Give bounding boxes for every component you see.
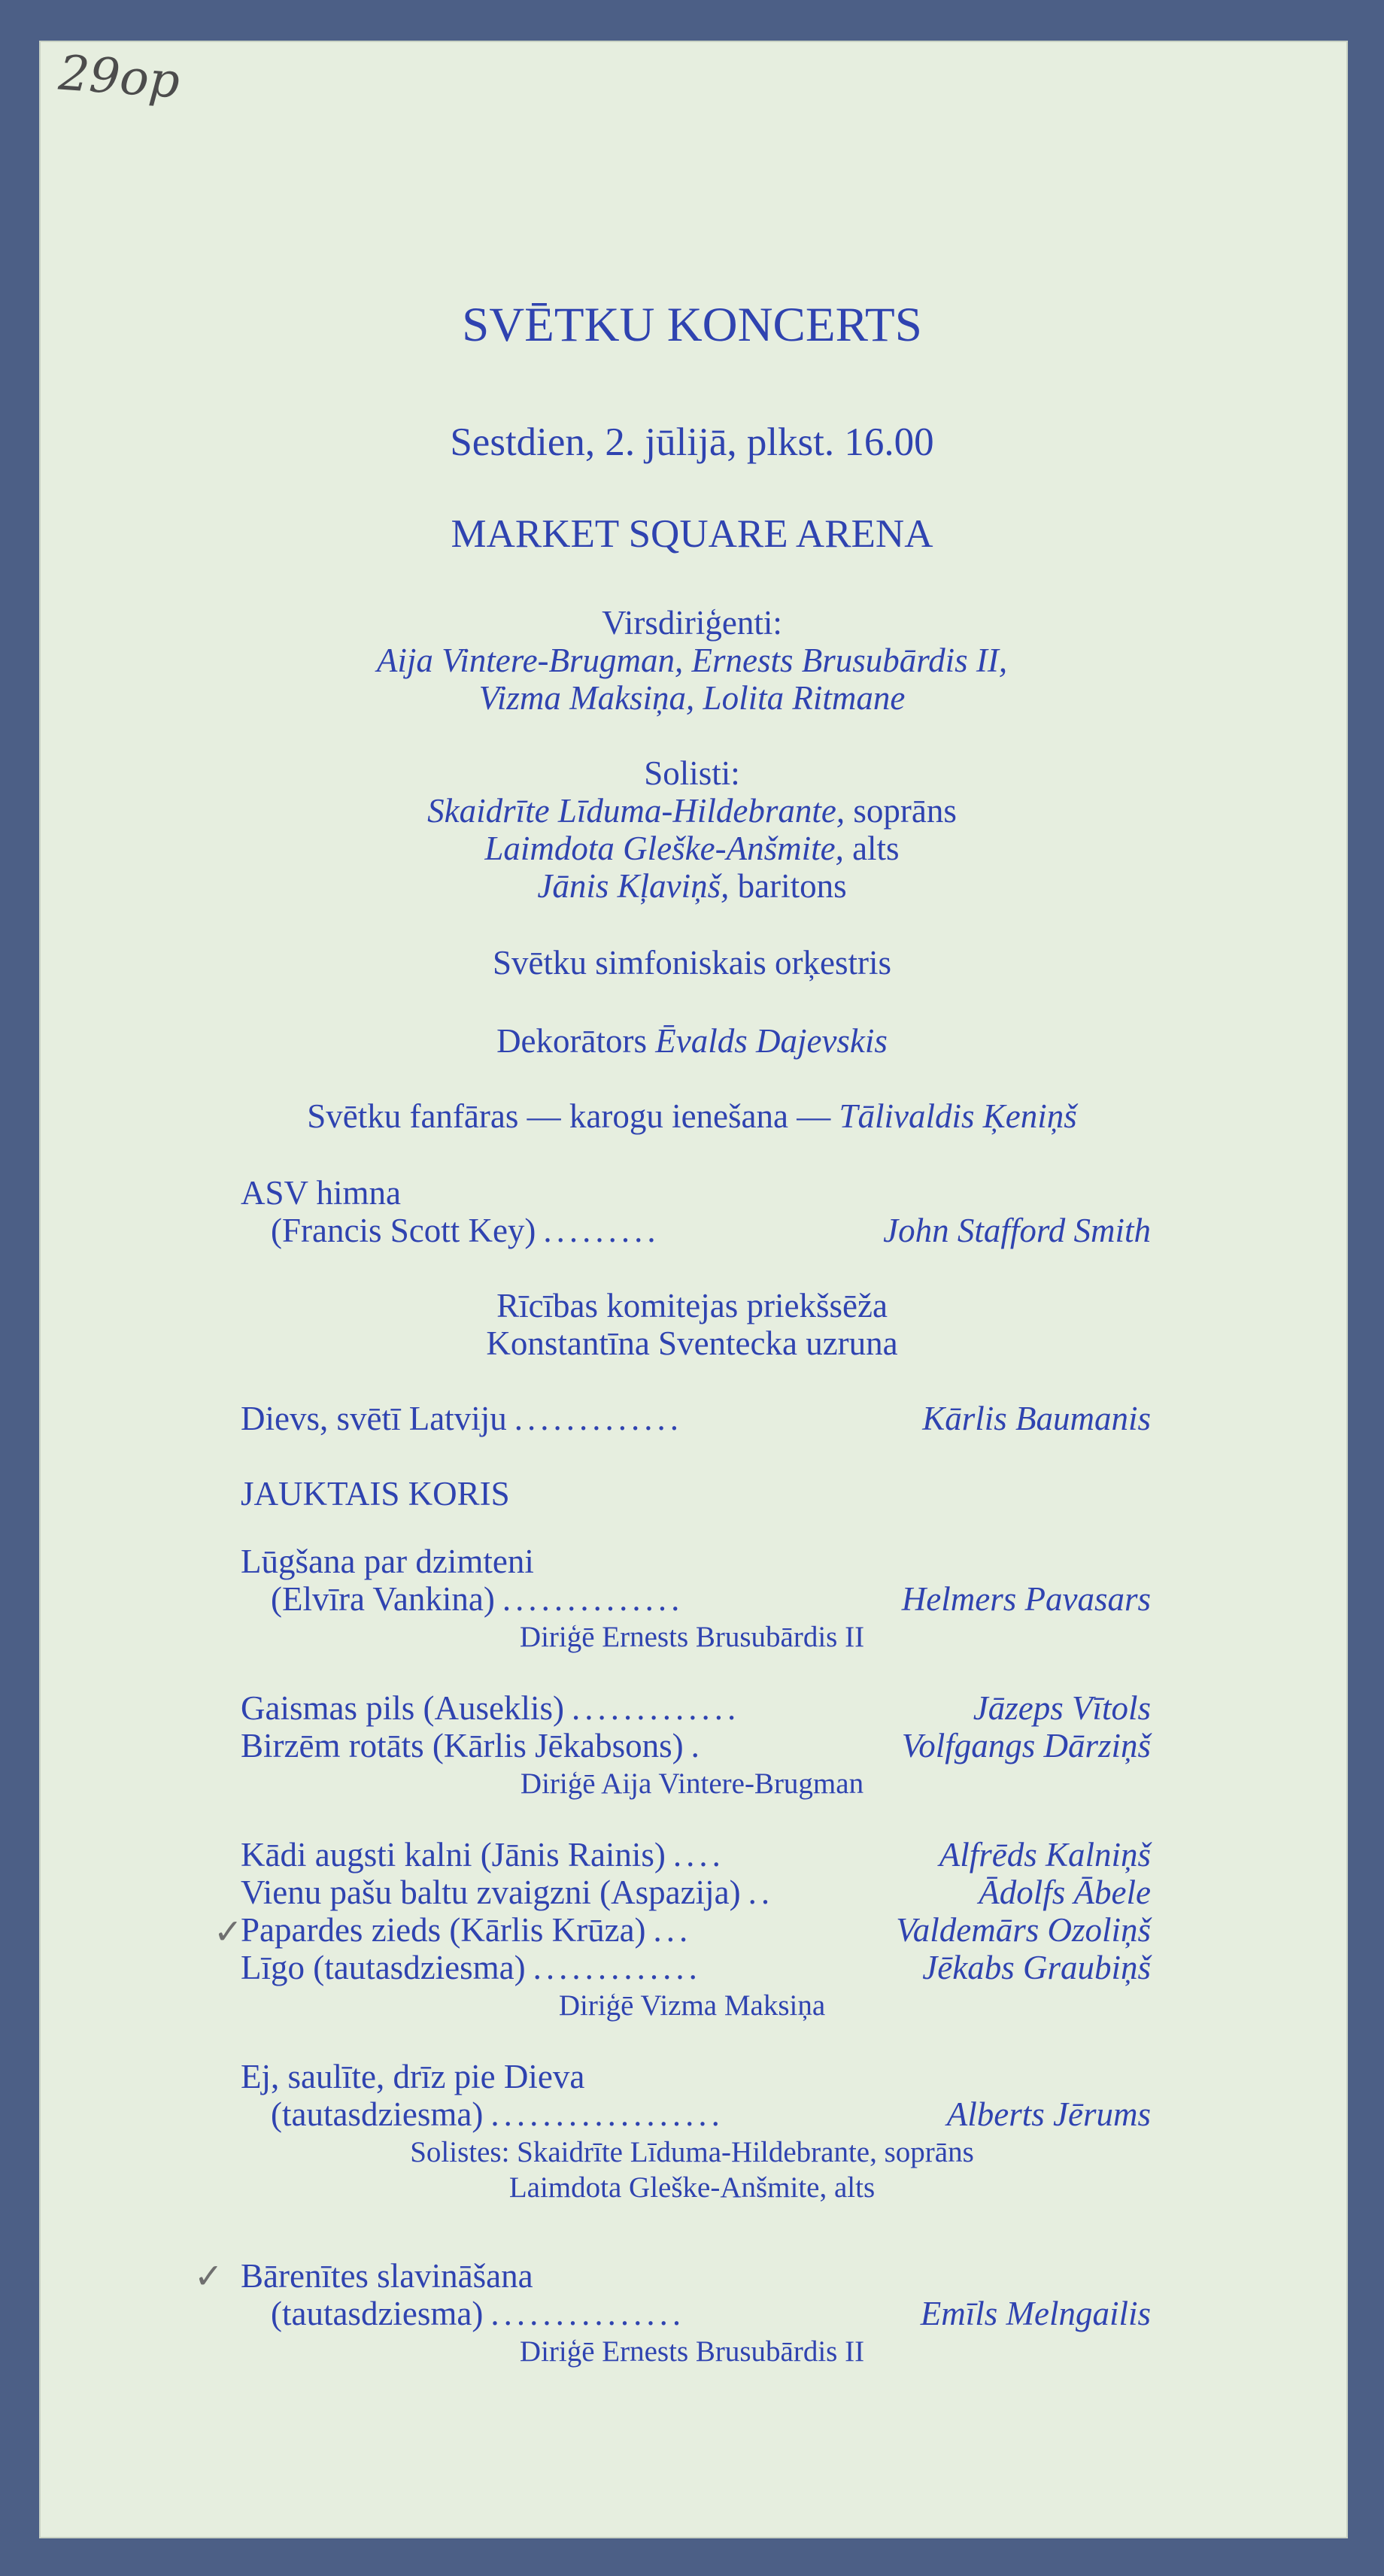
leader-dots: ......... (543, 1214, 660, 1248)
piece-1-entry (271, 1582, 1151, 1616)
piece-3-conductor: Diriģē Aija Vintere-Brugman (520, 1767, 864, 1800)
leader-dots: ............. (514, 1402, 683, 1436)
piece-1-title: Lūgšana par dzimteni (241, 1543, 534, 1580)
conductors-line-1: Aija Vintere-Brugman, Ernests Brusubārdis II, (376, 642, 1008, 679)
anthem-title: ASV himna (241, 1174, 401, 1212)
leader-dots: .................. (490, 2098, 724, 2131)
leader-dots: .............. (502, 1582, 684, 1616)
leader-dots: .... (672, 1838, 725, 1872)
fanfare-text: Svētku fanfāras — karogu ienešana — (307, 1097, 831, 1135)
orchestra: Svētku simfoniskais orķestris (493, 944, 891, 982)
leader-dots: ... (653, 1913, 693, 1947)
check-mark-icon: ✓ (194, 2256, 223, 2296)
national-anthem-title: Dievs, svētī Latviju (241, 1400, 507, 1437)
piece-3-title: Birzēm rotāts (Kārlis Jēkabsons) (241, 1727, 684, 1764)
piece-4-entry (241, 1838, 1151, 1872)
leader-dots: ............. (533, 1951, 702, 1985)
fanfare (0, 1097, 1384, 1135)
piece-3-composer: Volfgangs Dārziņš (901, 1727, 1151, 1764)
piece-7-title: Līgo (tautasdziesma) (241, 1949, 526, 1986)
soloist-1 (0, 794, 1384, 828)
piece-8-soloists-2: Laimdota Gleške-Anšmite, alts (508, 2171, 876, 2204)
anthem-lyricist: (Francis Scott Key) (271, 1212, 536, 1249)
soloist-2-voice: alts (852, 830, 900, 867)
piece-6-composer: Valdemārs Ozoliņš (896, 1911, 1151, 1949)
check-mark-icon: ✓ (214, 1911, 243, 1952)
soloist-1-name: Skaidrīte Līduma-Hildebrante, (427, 792, 845, 830)
piece-3-entry (241, 1729, 1151, 1763)
soloist-1-voice: soprāns (853, 792, 957, 830)
soloist-2-name: Laimdota Gleške-Anšmite, (484, 830, 844, 867)
decorator-label: Dekorātors (496, 1022, 647, 1060)
piece-8-entry (271, 2095, 1151, 2133)
anthem-entry (271, 1214, 1151, 1248)
piece-8-composer: Alberts Jērums (946, 2095, 1151, 2133)
piece-9-composer: Emīls Melngailis (920, 2295, 1151, 2332)
leader-dots: ............... (490, 2297, 686, 2331)
piece-9-title: Bārenītes slavināšana (241, 2257, 533, 2295)
piece-6-title: Papardes zieds (Kārlis Krūza) (241, 1911, 646, 1949)
piece-2-composer: Jāzeps Vītols (973, 1689, 1151, 1727)
piece-9-entry (271, 2297, 1151, 2331)
choir-heading: JAUKTAIS KORIS (241, 1475, 510, 1513)
concert-venue: MARKET SQUARE ARENA (451, 512, 933, 556)
anthem-composer: John Stafford Smith (883, 1212, 1151, 1249)
piece-5-entry (241, 1876, 1151, 1910)
piece-1-composer: Helmers Pavasars (901, 1580, 1151, 1618)
decorator (0, 1024, 1384, 1058)
concert-date: Sestdien, 2. jūlijā, plkst. 16.00 (450, 420, 934, 464)
piece-5-composer: Ādolfs Ābele (979, 1874, 1151, 1911)
piece-7-conductor: Diriģē Vizma Maksiņa (558, 1989, 826, 2022)
decorator-name: Ēvalds Dajevskis (655, 1022, 888, 1060)
speech-line-1: Rīcības komitejas priekšsēža (496, 1287, 888, 1324)
fanfare-composer: Tālivaldis Ķeniņš (839, 1097, 1077, 1135)
piece-7-entry (241, 1951, 1151, 1985)
leader-dots: ............. (571, 1692, 741, 1725)
piece-9-subtitle: (tautasdziesma) (271, 2295, 484, 2332)
soloist-2 (0, 832, 1384, 866)
piece-4-composer: Alfrēds Kalniņš (939, 1836, 1151, 1874)
conductors-label: Virsdiriģenti: (602, 604, 782, 642)
piece-2-entry (241, 1689, 1151, 1727)
leader-dots: .. (748, 1876, 775, 1910)
piece-2-title: Gaismas pils (Auseklis) (241, 1689, 564, 1727)
piece-4-title: Kādi augsti kalni (Jānis Rainis) (241, 1836, 666, 1874)
piece-9-conductor: Diriģē Ernests Brusubārdis II (519, 2335, 865, 2368)
piece-6-entry (241, 1913, 1151, 1947)
handwritten-note: 29op (56, 45, 182, 110)
conductors-line-2: Vizma Maksiņa, Lolita Ritmane (478, 679, 906, 717)
national-anthem-composer: Kārlis Baumanis (922, 1400, 1151, 1437)
soloists-label: Solisti: (644, 754, 740, 792)
leader-dots: . (690, 1729, 704, 1763)
concert-title: SVĒTKU KONCERTS (462, 298, 922, 352)
soloist-3-name: Jānis Kļaviņš, (537, 867, 730, 905)
piece-7-composer: Jēkabs Graubiņš (922, 1949, 1151, 1986)
piece-1-lyricist: (Elvīra Vankina) (271, 1580, 495, 1618)
soloist-3-voice: baritons (737, 867, 847, 905)
national-anthem-entry (241, 1402, 1151, 1436)
piece-8-title: Ej, saulīte, drīz pie Dieva (241, 2058, 585, 2095)
soloist-3 (0, 869, 1384, 903)
piece-1-conductor: Diriģē Ernests Brusubārdis II (519, 1621, 865, 1653)
piece-8-soloists-1: Solistes: Skaidrīte Līduma-Hildebrante, soprāns (410, 2136, 974, 2168)
piece-8-subtitle: (tautasdziesma) (271, 2095, 484, 2133)
speech-line-2: Konstantīna Sventecka uzruna (486, 1324, 898, 1362)
piece-5-title: Vienu pašu baltu zvaigzni (Aspazija) (241, 1874, 741, 1911)
